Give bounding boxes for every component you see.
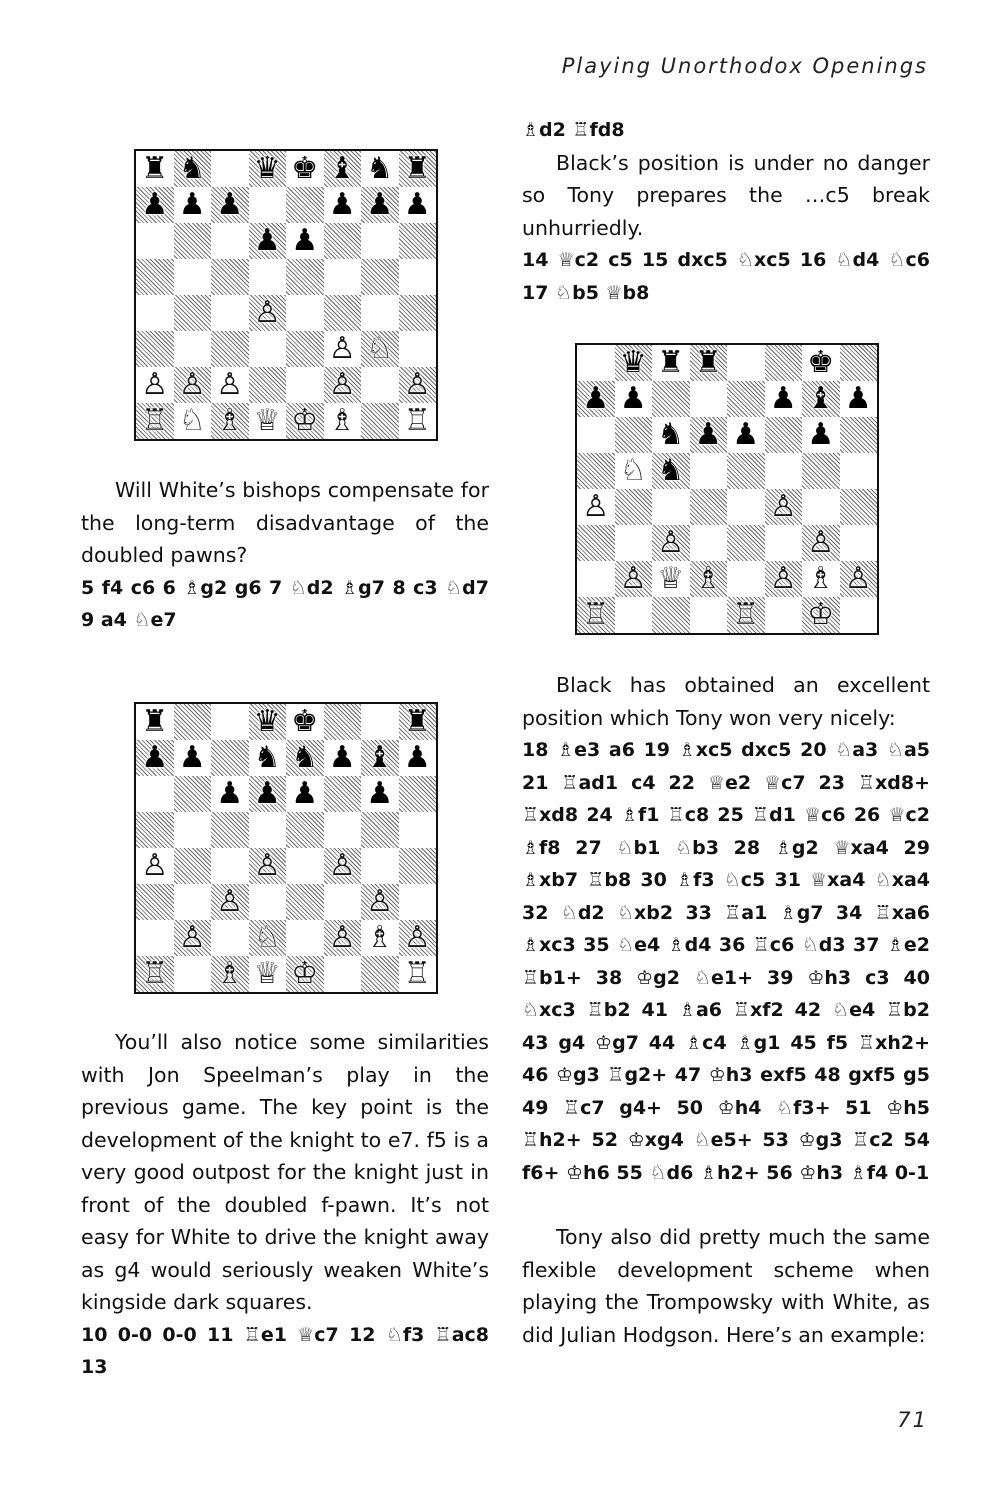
black-pawn-icon: ♟ <box>694 417 722 452</box>
black-pawn-icon: ♟ <box>178 740 206 775</box>
white-pawn-icon: ♙ <box>141 367 169 402</box>
board-square <box>361 259 399 295</box>
board-square <box>249 259 287 295</box>
board-square <box>324 403 362 439</box>
board-square <box>136 331 174 367</box>
board-square <box>361 223 399 259</box>
board-square <box>324 848 362 884</box>
board-square <box>615 417 653 453</box>
board-square <box>802 597 840 633</box>
move-text: ♗d2 ♖fd8 <box>522 119 625 141</box>
board-square <box>652 417 690 453</box>
running-title: Playing Unorthodox Openings <box>561 54 928 78</box>
black-pawn-icon: ♟ <box>366 776 394 811</box>
chess-diagram-3 <box>575 343 879 635</box>
white-bishop-icon: ♗ <box>694 561 722 596</box>
board-square <box>765 345 803 381</box>
board-square <box>399 956 437 992</box>
board-square <box>249 848 287 884</box>
board-square <box>249 704 287 740</box>
board-square <box>136 956 174 992</box>
board-square <box>286 812 324 848</box>
black-queen-icon: ♛ <box>253 151 281 186</box>
board-square <box>615 597 653 633</box>
board-square <box>840 381 878 417</box>
board-square <box>136 187 174 223</box>
board-square <box>652 345 690 381</box>
board-square <box>286 151 324 187</box>
black-pawn-icon: ♟ <box>769 381 797 416</box>
black-knight-icon: ♞ <box>657 453 685 488</box>
board-square <box>286 295 324 331</box>
board-square <box>211 151 249 187</box>
board-square <box>727 561 765 597</box>
board-square <box>399 740 437 776</box>
board-square <box>652 489 690 525</box>
board-square <box>840 597 878 633</box>
board-square <box>286 331 324 367</box>
board-square <box>399 812 437 848</box>
board-square <box>690 561 728 597</box>
board-square <box>802 345 840 381</box>
board-square <box>577 525 615 561</box>
black-rook-icon: ♜ <box>694 345 722 380</box>
paragraph: Black’s position is under no danger so Tony prepares the …c5 break unhurriedly. <box>522 150 930 240</box>
chess-diagram-1 <box>134 149 438 441</box>
white-king-icon: ♔ <box>291 403 319 438</box>
white-pawn-icon: ♙ <box>582 489 610 524</box>
board-square <box>361 151 399 187</box>
board-square <box>174 812 212 848</box>
board-square <box>802 453 840 489</box>
white-rook-icon: ♖ <box>403 403 431 438</box>
black-pawn-icon: ♟ <box>291 776 319 811</box>
board-square <box>690 345 728 381</box>
board-square <box>286 187 324 223</box>
board-square <box>249 295 287 331</box>
board-square <box>286 259 324 295</box>
board-square <box>324 331 362 367</box>
white-pawn-icon: ♙ <box>403 920 431 955</box>
board-square <box>324 812 362 848</box>
board-square <box>727 345 765 381</box>
board-square <box>399 704 437 740</box>
board-square <box>211 848 249 884</box>
board-square <box>249 740 287 776</box>
board-square <box>652 597 690 633</box>
board-square <box>399 331 437 367</box>
board-square <box>324 367 362 403</box>
board-square <box>174 848 212 884</box>
board-square <box>286 920 324 956</box>
board-square <box>249 956 287 992</box>
board-square <box>136 704 174 740</box>
board-square <box>361 884 399 920</box>
white-bishop-icon: ♗ <box>328 403 356 438</box>
white-king-icon: ♔ <box>291 956 319 991</box>
board-square <box>615 345 653 381</box>
board-square <box>399 403 437 439</box>
black-pawn-icon: ♟ <box>141 187 169 222</box>
board-square <box>174 295 212 331</box>
board-square <box>324 295 362 331</box>
board-square <box>727 381 765 417</box>
board-square <box>324 704 362 740</box>
board-square <box>690 525 728 561</box>
board-square <box>211 187 249 223</box>
board-square <box>361 704 399 740</box>
black-pawn-icon: ♟ <box>403 740 431 775</box>
board-square <box>577 561 615 597</box>
board-square <box>802 561 840 597</box>
board-square <box>324 223 362 259</box>
board-square <box>249 920 287 956</box>
board-square <box>211 740 249 776</box>
black-pawn-icon: ♟ <box>216 187 244 222</box>
board-square <box>174 704 212 740</box>
move-text: 10 0-0 0-0 11 ♖e1 ♕c7 12 ♘f3 ♖ac8 13 <box>81 1323 489 1378</box>
black-pawn-icon: ♟ <box>328 187 356 222</box>
board-square <box>615 381 653 417</box>
black-pawn-icon: ♟ <box>403 187 431 222</box>
white-pawn-icon: ♙ <box>328 331 356 366</box>
white-pawn-icon: ♙ <box>844 561 872 596</box>
board-square <box>361 920 399 956</box>
board-square <box>174 403 212 439</box>
white-pawn-icon: ♙ <box>178 367 206 402</box>
board-square <box>577 381 615 417</box>
white-pawn-icon: ♙ <box>619 561 647 596</box>
board-square <box>727 489 765 525</box>
board-square <box>136 151 174 187</box>
board-square <box>399 259 437 295</box>
board-square <box>361 367 399 403</box>
move-text: 5 f4 c6 6 ♗g2 g6 7 ♘d2 ♗g7 8 c3 ♘d7 9 a4 ♘e7 <box>81 576 489 631</box>
board-square <box>324 187 362 223</box>
black-queen-icon: ♛ <box>253 704 281 739</box>
board-square <box>211 704 249 740</box>
white-king-icon: ♔ <box>807 597 835 632</box>
board-square <box>361 956 399 992</box>
board-square <box>652 453 690 489</box>
board-square <box>211 956 249 992</box>
white-bishop-icon: ♗ <box>216 403 244 438</box>
board-square <box>136 920 174 956</box>
board-square <box>577 597 615 633</box>
board-square <box>690 453 728 489</box>
board-square <box>211 259 249 295</box>
board-square <box>324 776 362 812</box>
white-bishop-icon: ♗ <box>216 956 244 991</box>
white-knight-icon: ♘ <box>366 331 394 366</box>
white-rook-icon: ♖ <box>403 956 431 991</box>
board-square <box>615 453 653 489</box>
board-square <box>324 884 362 920</box>
board-square <box>840 345 878 381</box>
board-square <box>174 223 212 259</box>
black-pawn-icon: ♟ <box>582 381 610 416</box>
board-square <box>249 403 287 439</box>
paragraph: Tony also did pretty much the same flexible development scheme when playing the Trompowsky with White, as did Julian Hodgson. Here’s an example: <box>522 1225 930 1347</box>
board-square <box>399 884 437 920</box>
white-rook-icon: ♖ <box>141 403 169 438</box>
board-square <box>136 884 174 920</box>
board-square <box>174 331 212 367</box>
board-square <box>615 561 653 597</box>
board-square <box>399 776 437 812</box>
board-square <box>286 956 324 992</box>
black-rook-icon: ♜ <box>657 345 685 380</box>
board-square <box>615 489 653 525</box>
board-square <box>652 561 690 597</box>
black-pawn-icon: ♟ <box>619 381 647 416</box>
white-pawn-icon: ♙ <box>328 367 356 402</box>
board-square <box>802 381 840 417</box>
board-square <box>361 848 399 884</box>
board-square <box>249 187 287 223</box>
board-square <box>286 848 324 884</box>
board-square <box>211 295 249 331</box>
board-square <box>361 776 399 812</box>
board-square <box>577 417 615 453</box>
white-pawn-icon: ♙ <box>807 525 835 560</box>
board-square <box>802 489 840 525</box>
board-square <box>174 776 212 812</box>
black-pawn-icon: ♟ <box>844 381 872 416</box>
board-square <box>840 417 878 453</box>
white-rook-icon: ♖ <box>582 597 610 632</box>
board-square <box>174 884 212 920</box>
white-pawn-icon: ♙ <box>657 525 685 560</box>
black-rook-icon: ♜ <box>403 151 431 186</box>
black-knight-icon: ♞ <box>657 417 685 452</box>
black-pawn-icon: ♟ <box>178 187 206 222</box>
board-square <box>249 223 287 259</box>
board-square <box>174 920 212 956</box>
board-square <box>249 776 287 812</box>
white-pawn-icon: ♙ <box>253 848 281 883</box>
black-pawn-icon: ♟ <box>216 776 244 811</box>
board-square <box>399 295 437 331</box>
white-pawn-icon: ♙ <box>253 295 281 330</box>
board-square <box>361 295 399 331</box>
board-square <box>249 884 287 920</box>
board-square <box>765 597 803 633</box>
board-square <box>211 331 249 367</box>
white-pawn-icon: ♙ <box>366 884 394 919</box>
board-square <box>286 740 324 776</box>
board-square <box>361 187 399 223</box>
board-square <box>286 776 324 812</box>
move-text: 18 ♗e3 a6 19 ♗xc5 dxc5 20 ♘a3 ♘a5 21 ♖ad1 c4 22 ♕e2 ♕c7 23 ♖xd8+ ♖xd8 24 ♗f1 ♖c8 25 ♖d1 ♕c6 26 ♕c2 ♗f8 27 ♘b1 ♘b3 28 ♗g2 ♕xa4 29 ♗xb7 ♖b8 30 ♗f3 ♘c5 31 ♕xa4 ♘xa4 32 ♘d2 ♘xb2 33 ♖a1 ♗g7 34 ♖xa6 ♗xc3 35 ♘e4 ♗d4 36 ♖c6 ♘d3 37 ♗e2 ♖b1+ 38 ♔g2 ♘e1+ 39 ♔h3 c3 40 ♘xc3 ♖b2 41 ♗a6 ♖xf2 42 ♘e4 ♖b2 43 g4 ♔g7 44 ♗c4 ♗g1 45 f5 ♖xh2+ 46 ♔g3 ♖g2+ 47 ♔h3 exf5 48 gxf5 g5 49 ♖c7 g4+ 50 ♔h4 ♘f3+ 51 ♔h5 ♖h2+ 52 ♔xg4 ♘e5+ 53 ♔g3 ♖c2 54 f6+ ♔h6 55 ♘d6 ♗h2+ 56 ♔h3 ♗f4 0-1 <box>522 739 930 1184</box>
board-square <box>211 403 249 439</box>
board-square <box>361 812 399 848</box>
board-square <box>765 525 803 561</box>
board-square <box>136 776 174 812</box>
black-pawn-icon: ♟ <box>366 187 394 222</box>
paragraph: You’ll also notice some similarities with Jon Speelman’s play in the previous game. The key point is the development of the knight to e7. f5 is a very good outpost for the knight just in front of the doubled f-pawn. It’s not easy for White to drive the knight away as g4 would seriously weaken White’s kingside dark squares. <box>81 1030 489 1314</box>
chess-diagram-2 <box>134 702 438 994</box>
white-queen-icon: ♕ <box>253 403 281 438</box>
board-square <box>840 525 878 561</box>
board-square <box>211 812 249 848</box>
board-square <box>577 489 615 525</box>
board-square <box>211 776 249 812</box>
board-square <box>577 453 615 489</box>
black-king-icon: ♚ <box>807 345 835 380</box>
white-pawn-icon: ♙ <box>216 367 244 402</box>
white-pawn-icon: ♙ <box>328 848 356 883</box>
board-square <box>361 403 399 439</box>
board-square <box>249 367 287 403</box>
board-square <box>211 920 249 956</box>
black-rook-icon: ♜ <box>403 704 431 739</box>
black-bishop-icon: ♝ <box>328 151 356 186</box>
white-rook-icon: ♖ <box>141 956 169 991</box>
black-pawn-icon: ♟ <box>291 223 319 258</box>
board-square <box>136 403 174 439</box>
white-knight-icon: ♘ <box>178 403 206 438</box>
board-square <box>727 453 765 489</box>
board-square <box>577 345 615 381</box>
board-square <box>174 367 212 403</box>
board-square <box>174 956 212 992</box>
board-square <box>399 848 437 884</box>
black-bishop-icon: ♝ <box>366 740 394 775</box>
board-square <box>324 740 362 776</box>
board-square <box>727 417 765 453</box>
board-square <box>690 597 728 633</box>
white-queen-icon: ♕ <box>657 561 685 596</box>
black-pawn-icon: ♟ <box>732 417 760 452</box>
black-knight-icon: ♞ <box>366 151 394 186</box>
board-square <box>324 259 362 295</box>
board-square <box>324 151 362 187</box>
move-text: 14 ♕c2 c5 15 dxc5 ♘xc5 16 ♘d4 ♘c6 17 ♘b5 ♕b8 <box>522 249 930 304</box>
board-square <box>174 187 212 223</box>
board-square <box>136 812 174 848</box>
board-square <box>286 223 324 259</box>
black-king-icon: ♚ <box>291 151 319 186</box>
white-knight-icon: ♘ <box>619 453 647 488</box>
board-square <box>324 920 362 956</box>
board-square <box>174 259 212 295</box>
board-square <box>615 525 653 561</box>
board-square <box>361 331 399 367</box>
white-pawn-icon: ♙ <box>769 489 797 524</box>
board-square <box>286 884 324 920</box>
board-square <box>399 223 437 259</box>
black-pawn-icon: ♟ <box>253 223 281 258</box>
black-king-icon: ♚ <box>291 704 319 739</box>
paragraph: Black has obtained an excellent position which Tony won very nicely: <box>522 673 930 730</box>
white-knight-icon: ♘ <box>253 920 281 955</box>
board-square <box>249 331 287 367</box>
board-square <box>840 561 878 597</box>
paragraph: Will White’s bishops compensate for the long-term disadvantage of the doubled pawns? <box>81 478 489 567</box>
board-square <box>174 740 212 776</box>
white-bishop-icon: ♗ <box>366 920 394 955</box>
right-column-lower <box>522 669 930 1351</box>
board-square <box>286 704 324 740</box>
board-square <box>136 295 174 331</box>
board-square <box>690 417 728 453</box>
board-square <box>136 259 174 295</box>
board-square <box>286 367 324 403</box>
board-square <box>399 920 437 956</box>
white-pawn-icon: ♙ <box>216 884 244 919</box>
board-square <box>249 812 287 848</box>
black-rook-icon: ♜ <box>141 704 169 739</box>
white-queen-icon: ♕ <box>253 956 281 991</box>
board-square <box>802 417 840 453</box>
white-bishop-icon: ♗ <box>807 561 835 596</box>
board-square <box>840 489 878 525</box>
board-square <box>652 381 690 417</box>
page-number: 71 <box>897 1408 928 1432</box>
board-square <box>840 453 878 489</box>
board-square <box>399 367 437 403</box>
black-bishop-icon: ♝ <box>807 381 835 416</box>
right-column <box>522 114 930 309</box>
board-square <box>136 740 174 776</box>
black-pawn-icon: ♟ <box>807 417 835 452</box>
white-pawn-icon: ♙ <box>328 920 356 955</box>
black-knight-icon: ♞ <box>178 151 206 186</box>
board-square <box>690 489 728 525</box>
board-square <box>211 884 249 920</box>
board-square <box>211 367 249 403</box>
white-rook-icon: ♖ <box>732 597 760 632</box>
board-square <box>249 151 287 187</box>
board-square <box>727 525 765 561</box>
board-square <box>136 223 174 259</box>
black-pawn-icon: ♟ <box>328 740 356 775</box>
black-pawn-icon: ♟ <box>253 776 281 811</box>
black-knight-icon: ♞ <box>291 740 319 775</box>
board-square <box>727 597 765 633</box>
board-square <box>765 561 803 597</box>
board-square <box>399 151 437 187</box>
white-pawn-icon: ♙ <box>141 848 169 883</box>
board-square <box>652 525 690 561</box>
black-pawn-icon: ♟ <box>141 740 169 775</box>
board-square <box>136 367 174 403</box>
black-rook-icon: ♜ <box>141 151 169 186</box>
left-column-lower <box>81 1026 489 1384</box>
white-pawn-icon: ♙ <box>403 367 431 402</box>
board-square <box>765 381 803 417</box>
board-square <box>136 848 174 884</box>
board-square <box>286 403 324 439</box>
board-square <box>765 417 803 453</box>
board-square <box>765 489 803 525</box>
board-square <box>765 453 803 489</box>
board-square <box>211 223 249 259</box>
black-queen-icon: ♛ <box>619 345 647 380</box>
board-square <box>361 740 399 776</box>
board-square <box>802 525 840 561</box>
white-pawn-icon: ♙ <box>178 920 206 955</box>
board-square <box>174 151 212 187</box>
black-knight-icon: ♞ <box>253 740 281 775</box>
board-square <box>324 956 362 992</box>
board-square <box>399 187 437 223</box>
white-pawn-icon: ♙ <box>769 561 797 596</box>
left-column <box>81 474 489 637</box>
board-square <box>690 381 728 417</box>
